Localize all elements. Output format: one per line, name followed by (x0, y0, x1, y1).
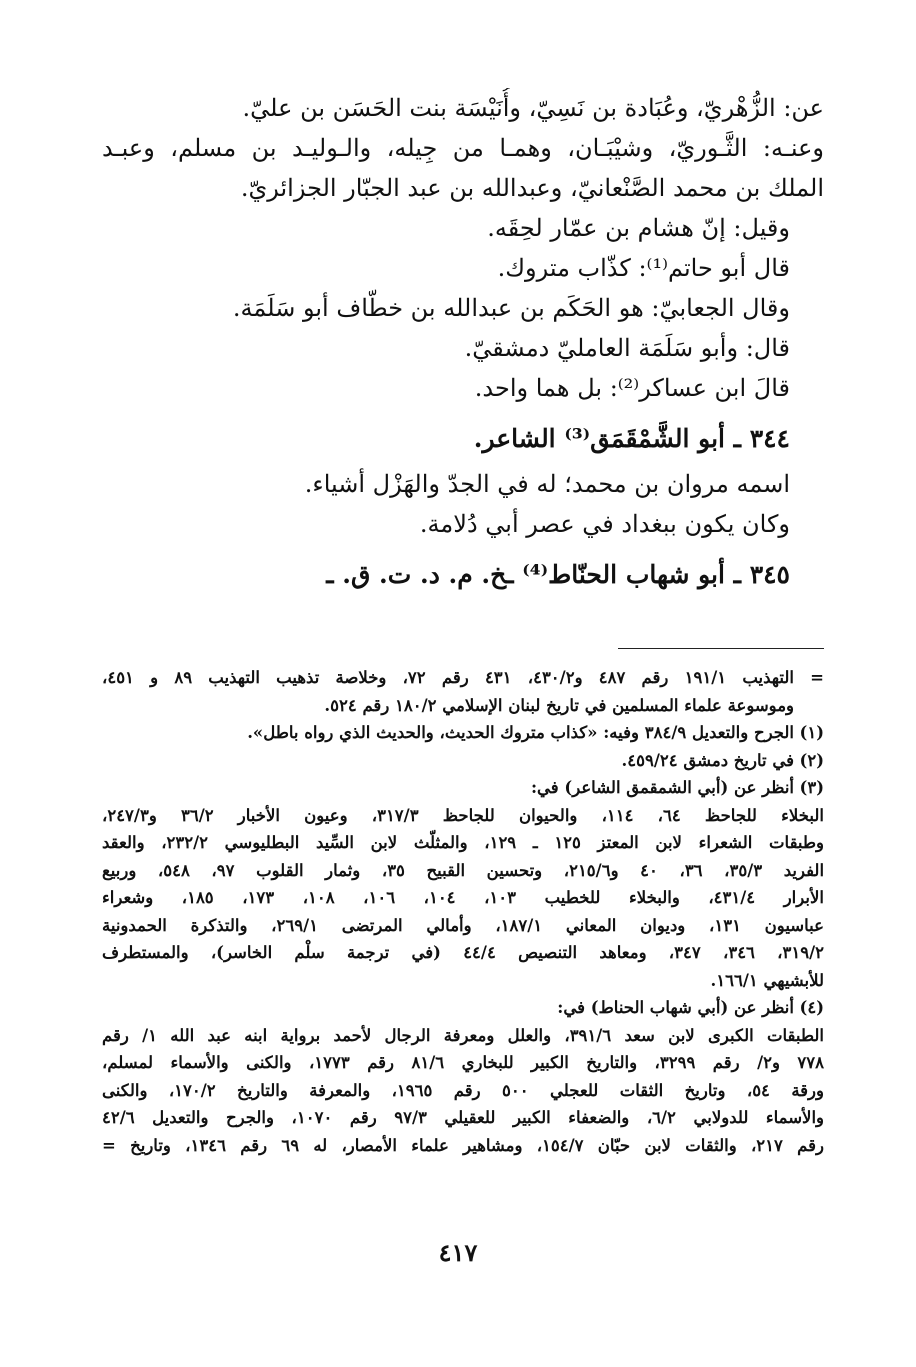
text-line: قال أبو حاتم⁽¹⁾: كذّاب متروك. (497, 254, 790, 282)
text-line: قالَ ابن عساكر⁽²⁾: بل هما واحد. (474, 374, 790, 402)
footnote-divider (618, 648, 824, 649)
footnote-continuation (102, 692, 824, 720)
footnote-line: وطبقات الشعراء لابن المعتز ١٢٥ ـ ١٢٩، والمثلّث لابن السِّيد البطليوسي ٢٣٢/٢، والعقد (102, 833, 824, 852)
text-line: وقيل: إنّ هشام بن عمّار لحِقَه. (487, 214, 790, 242)
footnote-line: وموسوعة علماء المسلمين في تاريخ لبنان الإسلامي ١٨٠/٢ رقم ٥٢٤. (324, 695, 794, 715)
footnote-line: ٧٧٨ و٢/ رقم ٣٢٩٩، والتاريخ الكبير للبخاري ٨١/٦ رقم ١٧٧٣، والكنى والأسماء لمسلم، (102, 1053, 824, 1072)
footnote-number: (٢) (799, 750, 824, 770)
main-text (102, 88, 824, 600)
footnote-line: الطبقات الكبرى لابن سعد ٣٩١/٦، والعلل ومعرفة الرجال لأحمد برواية ابنه عبد الله ١/ رقم (102, 1025, 824, 1045)
footnote-line: رقم ٢١٧، والثقات لابن حبّان ١٥٤/٧، ومشاهير علماء الأمصار، له ٦٩ رقم ١٣٤٦، وتاريخ = (102, 1135, 824, 1155)
text-line: وقال الجعابيّ: هو الحَكَم بن عبدالله بن خطّاف أبو سَلَمَة. (232, 294, 790, 322)
footnote-line: والأسماء للدولابي ٦/٢، والضعفاء الكبير للعقيلي ٩٧/٣ رقم ١٠٧٠، والجرح والتعديل ٤٢/٦ (102, 1108, 824, 1127)
footnote-spacer (794, 692, 824, 720)
entry-heading-345: ٣٤٥ ـ أبو شهاب الحنّاط⁽⁴⁾ ـخ. م. د. ت. ق. ـ (326, 560, 790, 589)
footnote-line: في تاريخ دمشق ٤٥٩/٢٤. (621, 750, 794, 770)
footnote-line: الفريد ٣٥/٣، ٣٦، ٤٠ و٢١٥/٦، وتحسين القبيح ٣٥، وثمار القلوب ٩٧، ٥٤٨، وربيع (102, 860, 824, 880)
text-line: عن: الزُّهْريّ، وعُبَادة بن نَسِيّ، وأُنَيْسَة بنت الحَسَن بن عليّ. (242, 94, 824, 122)
text-line: اسمه مروان بن محمد؛ له في الجدّ والهَزْل أشياء. (304, 470, 790, 498)
page-number: ٤١٧ (438, 1238, 478, 1267)
footnote-line: البخلاء للجاحظ ٦٤، ١١٤، والحيوان للجاحظ ٣١٧/٣، وعيون الأخبار ٣٦/٢ و٢٤٧/٣، (102, 805, 824, 825)
footnote-1 (102, 719, 824, 747)
footnote-continuation (102, 664, 824, 692)
text-line: وعنـه: الثَّـوريّ، وشيْبَـان، وهمـا من جِيله، والـوليـد بن مسلم، وعبـد (102, 134, 824, 162)
footnote-number: (٤) (799, 998, 824, 1017)
continuation-mark: = (810, 668, 824, 687)
footnote-3 (102, 774, 824, 802)
footnote-line: الأبرار ٤٣١/٤، والبخلاء للخطيب ١٠٣، ١٠٤، ١٠٦، ١٠٨، ١٧٣، ١٨٥، وشعراء (102, 888, 824, 907)
footnote-line: أنظر عن (أبي الشمقمق الشاعر) في: (530, 778, 794, 797)
footnote-number: (٣) (799, 778, 824, 797)
footnote-line: التهذيب ١٩١/١ رقم ٤٨٧ و٤٣٠/٢، ٤٣١ رقم ٧٢، وخلاصة تذهيب التهذيب ٨٩ و ٤٥١، (102, 668, 794, 687)
text-line: وكان يكون ببغداد في عصر أبي دُلامة. (419, 510, 790, 538)
footnotes (102, 664, 824, 1159)
footnote-line: ٣١٩/٢، ٣٤٦، ٣٤٧، ومعاهد التنصيص ٤٤/٤ (في ترجمة سلْم الخاسر)، والمستطرف (102, 943, 824, 962)
footnote-line: للأبشيهي ١٦٦/١. (710, 970, 824, 990)
footnote-line: ورقة ٥٤، وتاريخ الثقات للعجلي ٥٠٠ رقم ١٩٦٥، والمعرفة والتاريخ ١٧٠/٢، والكنى (102, 1080, 824, 1100)
entry-heading-344: ٣٤٤ ـ أبو الشَّمْقَمَق⁽³⁾ الشاعر. (473, 424, 790, 453)
footnote-line: الجرح والتعديل ٣٨٤/٩ وفيه: «كذاب متروك الحديث، والحديث الذي رواه باطل». (247, 723, 794, 742)
text-line: قال: وأبو سَلَمَة العامليّ دمشقيّ. (464, 334, 790, 362)
footnote-4 (102, 994, 824, 1022)
footnote-line: أنظر عن (أبي شهاب الحناط) في: (557, 998, 794, 1017)
footnote-2 (102, 747, 824, 775)
text-line: الملك بن محمد الصَّنْعانيّ، وعبدالله بن عبد الجبّار الجزائريّ. (240, 174, 824, 202)
footnote-number: (١) (799, 723, 824, 742)
footnote-line: عباسيون ١٣١، وديوان المعاني ١٨٧/١، وأمالي المرتضى ٢٦٩/١، والتذكرة الحمدونية (102, 915, 824, 935)
